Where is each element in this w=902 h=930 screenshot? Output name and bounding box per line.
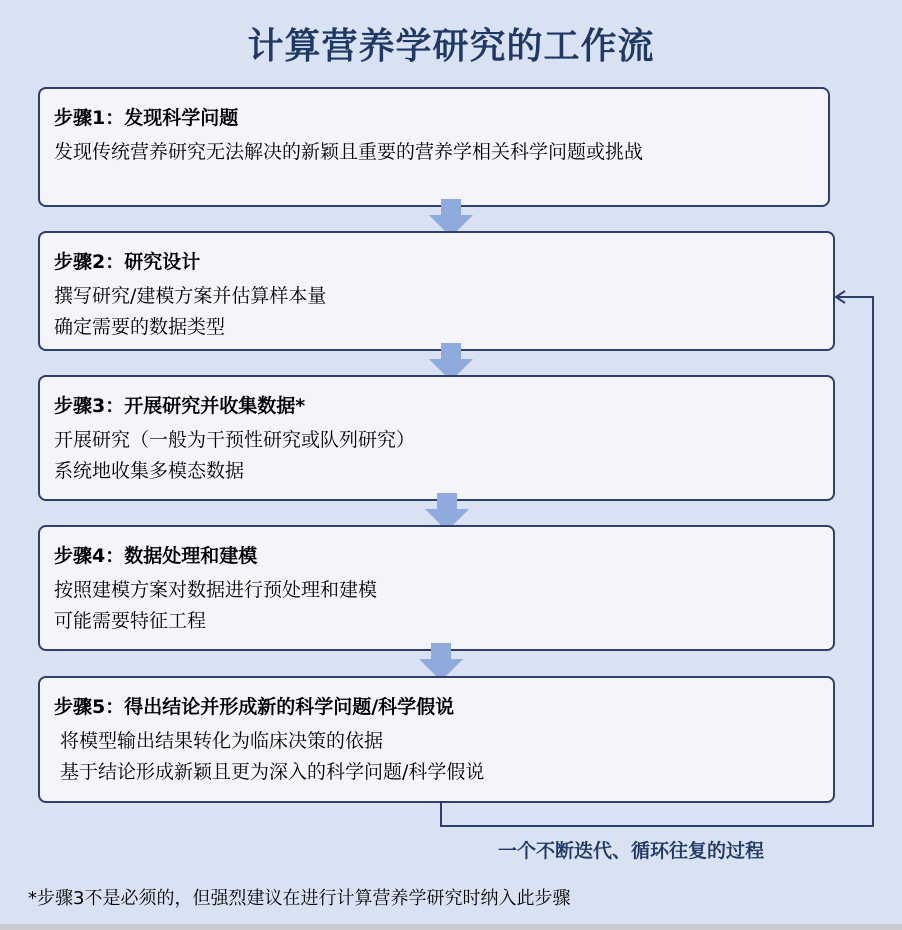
step-5-title: 步骤5：得出结论并形成新的科学问题/科学假说 (54, 696, 455, 718)
step-5-line-1: 将模型输出结果转化为临床决策的依据 (60, 730, 384, 752)
step-2-line-1: 撰写研究/建模方案并估算样本量 (54, 285, 327, 307)
step-2-line-2: 确定需要的数据类型 (54, 316, 226, 338)
step-3-line-2: 系统地收集多模态数据 (54, 460, 245, 482)
step-4-line-1: 按照建模方案对数据进行预处理和建模 (54, 579, 378, 601)
step-2-title: 步骤2：研究设计 (54, 251, 201, 273)
step-3-line-1: 开展研究（一般为干预性研究或队列研究） (54, 429, 416, 451)
step-1-title: 步骤1：发现科学问题 (54, 107, 239, 129)
loop-label: 一个不断迭代、循环往复的过程 (498, 840, 765, 862)
step-3-title: 步骤3：开展研究并收集数据* (54, 395, 306, 417)
step-4-line-2: 可能需要特征工程 (54, 610, 207, 632)
step-1-line-1: 发现传统营养研究无法解决的新颖且重要的营养学相关科学问题或挑战 (54, 141, 644, 163)
step-4-title: 步骤4：数据处理和建模 (54, 545, 258, 567)
diagram-title: 计算营养学研究的工作流 (247, 26, 655, 67)
footnote: *步骤3不是必须的，但强烈建议在进行计算营养学研究时纳入此步骤 (28, 888, 571, 909)
bottom-divider (0, 924, 902, 930)
step-5-line-2: 基于结论形成新颖且更为深入的科学问题/科学假说 (60, 761, 485, 783)
